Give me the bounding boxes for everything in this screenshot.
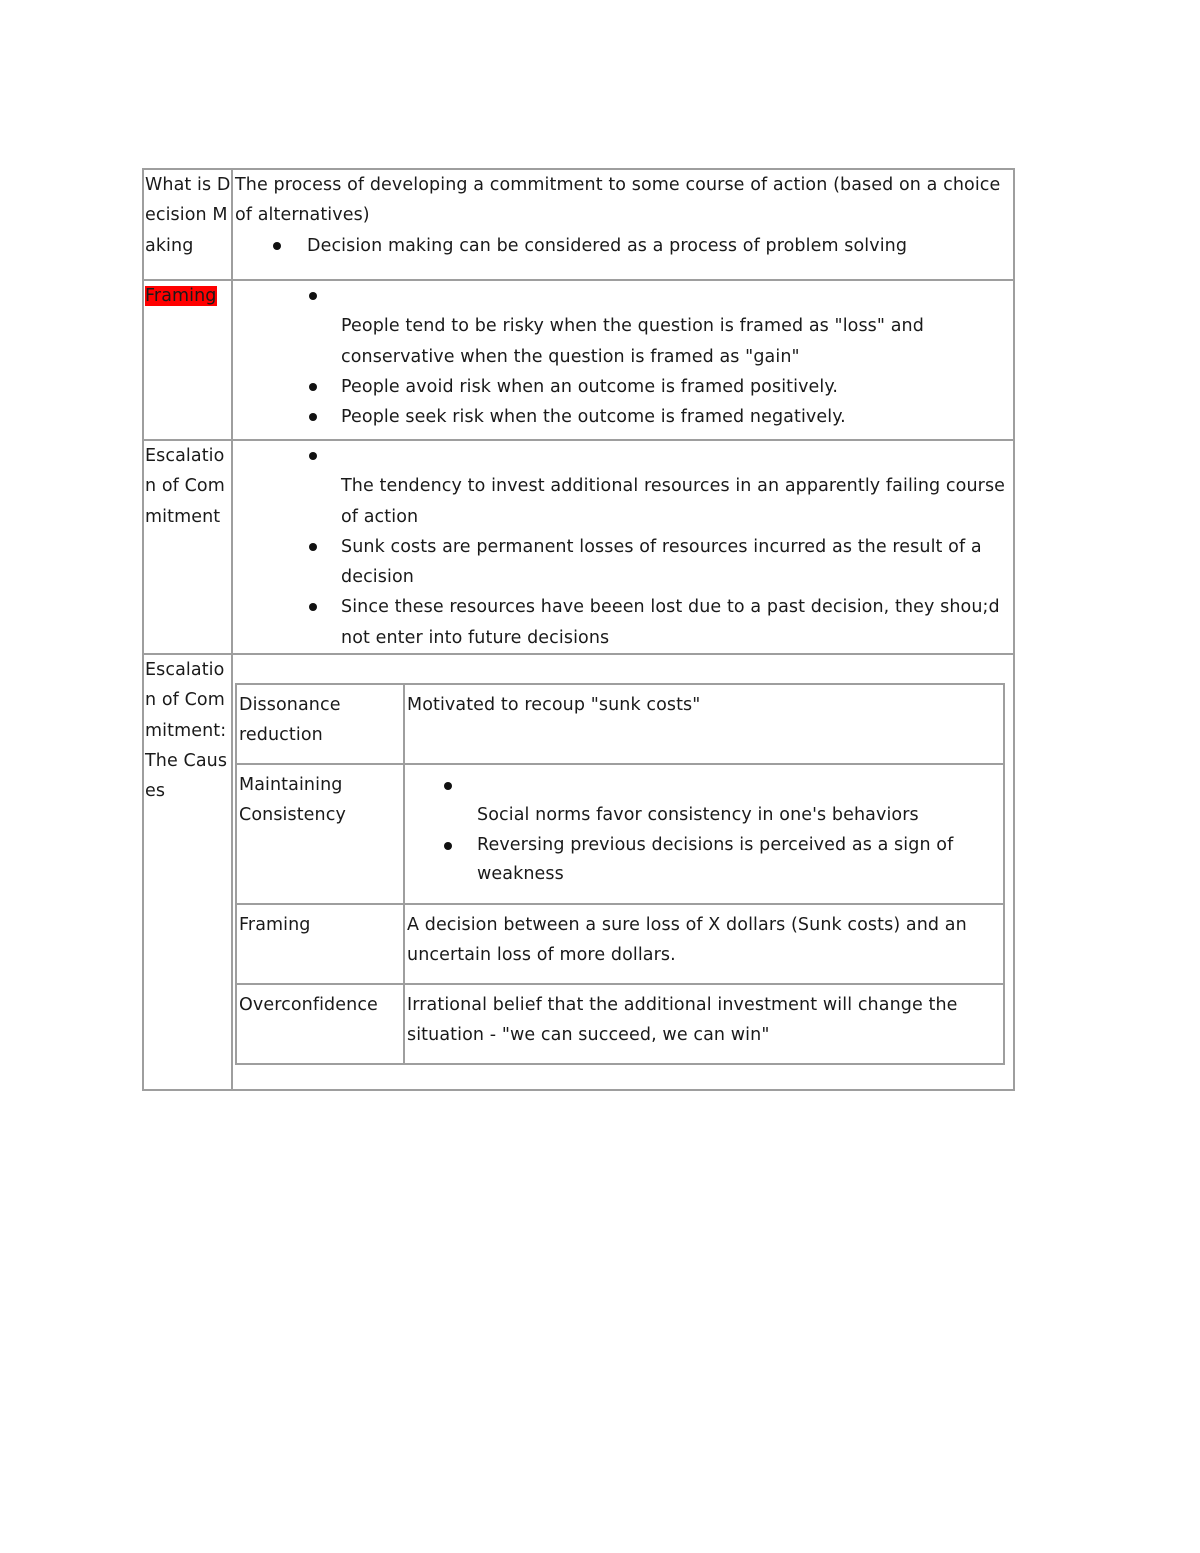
list-item: People tend to be risky when the question is framed as "loss" and conservative when the question is framed as "gain" — [341, 281, 1009, 372]
list-item: Social norms favor consistency in one's behaviors — [477, 771, 1001, 831]
table-row — [143, 654, 1014, 1090]
cause-name: Overconfidence — [236, 984, 404, 1064]
bullet-icon — [309, 603, 317, 611]
bullet-list — [235, 441, 1009, 653]
cause-text: A decision between a sure loss of X dollars (Sunk costs) and an uncertain loss of more dollars. — [404, 904, 1004, 984]
cause-name: Maintaining Consistency — [236, 764, 404, 904]
bullet-icon — [309, 543, 317, 551]
bullet-icon — [444, 842, 452, 850]
cause-name: Dissonance reduction — [236, 684, 404, 764]
bullet-icon — [309, 413, 317, 421]
list-item: Reversing previous decisions is perceived as a sign of weakness — [477, 831, 1001, 890]
table-row — [236, 764, 1004, 904]
row-label — [143, 280, 232, 440]
table-row — [236, 684, 1004, 764]
notes-table — [142, 168, 1015, 1091]
bullet-icon — [273, 242, 281, 250]
bullet-list — [235, 281, 1009, 432]
table-row — [143, 169, 1014, 280]
bullet-list — [235, 231, 1009, 261]
bullet-icon — [309, 292, 317, 300]
bullet-icon — [309, 452, 317, 460]
list-item: People avoid risk when an outcome is framed positively. — [341, 372, 1009, 402]
highlighted-label: Framing — [145, 286, 217, 306]
cause-text: Irrational belief that the additional investment will change the situation - "we can succeed, we can win" — [404, 984, 1004, 1064]
bullet-list — [407, 771, 1001, 890]
cause-text: Motivated to recoup "sunk costs" — [404, 684, 1004, 764]
row-label: What is Decision Making — [143, 169, 232, 280]
list-item: People seek risk when the outcome is framed negatively. — [341, 402, 1009, 432]
row-content — [232, 169, 1014, 280]
table-row — [143, 440, 1014, 654]
definition-text: The process of developing a commitment to some course of action (based on a choice of alternatives) — [235, 175, 1001, 226]
table-row — [236, 904, 1004, 984]
row-content — [232, 654, 1014, 1090]
row-label: Escalation of Commitment: The Causes — [143, 654, 232, 1090]
cause-text — [404, 764, 1004, 904]
bullet-icon — [444, 782, 452, 790]
row-content — [232, 440, 1014, 654]
row-label: Escalation of Commitment — [143, 440, 232, 654]
list-item: Decision making can be considered as a process of problem solving — [307, 231, 1009, 261]
bullet-icon — [309, 383, 317, 391]
list-item: Since these resources have beeen lost due to a past decision, they shou;d not enter into future decisions — [341, 592, 1009, 653]
cause-name: Framing — [236, 904, 404, 984]
list-item: The tendency to invest additional resources in an apparently failing course of action — [341, 441, 1009, 532]
row-content — [232, 280, 1014, 440]
table-row — [143, 280, 1014, 440]
list-item: Sunk costs are permanent losses of resources incurred as the result of a decision — [341, 532, 1009, 593]
table-row — [236, 984, 1004, 1064]
causes-table — [235, 683, 1005, 1065]
